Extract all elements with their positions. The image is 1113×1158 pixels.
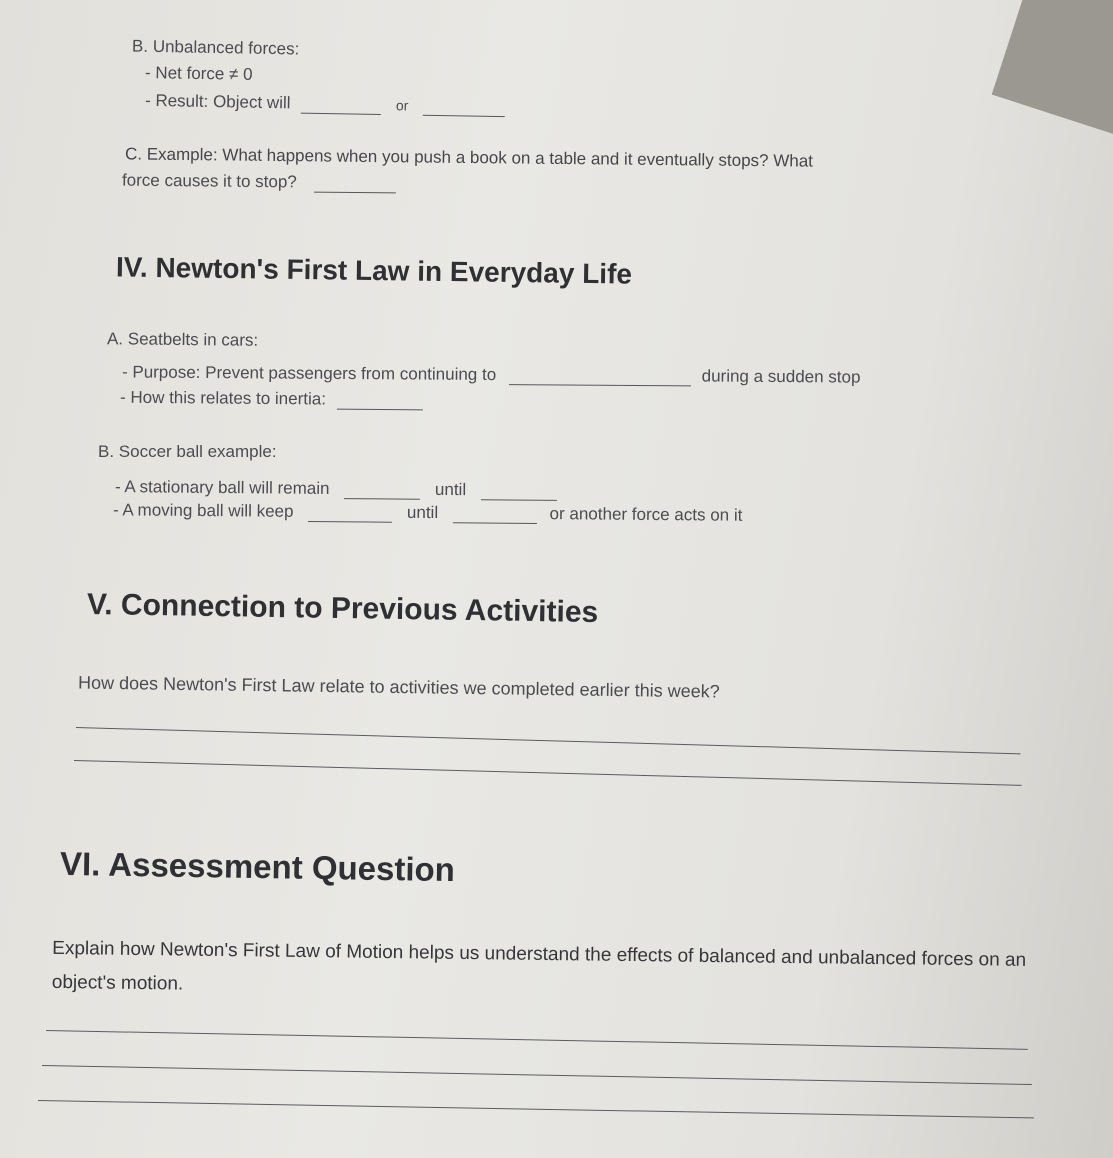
section-iv-heading: IV. Newton's First Law in Everyday Life [115,251,633,290]
result-blank-2[interactable] [423,97,505,117]
result-line [145,91,505,117]
stationary-blank-1[interactable] [344,480,420,500]
stationary-text: - A stationary ball will remain [114,477,330,498]
assessment-line-1[interactable] [46,1030,1028,1050]
assessment-line-3[interactable] [38,1100,1034,1118]
seatbelts-title: A. Seatbelts in cars: [106,329,259,350]
inertia-text: - How this relates to inertia: [119,387,327,409]
example-question-line1: C. Example: What happens when you push a book on a table and it eventually stops? What [124,144,814,171]
moving-line [113,500,743,525]
purpose-end-text: during a sudden stop [701,366,861,387]
result-blank-1[interactable] [301,95,381,115]
assessment-question: Explain how Newton's First Law of Motion helps us understand the effects of balanced and unbalanced forces on an object's motion. [51,937,1027,995]
section-v-heading: V. Connection to Previous Activities [86,587,599,630]
stationary-line [115,477,557,501]
or-label: or [395,97,409,114]
inertia-blank[interactable] [337,391,423,411]
moving-blank-1[interactable] [308,503,392,523]
example-question-text2: force causes it to stop? [121,170,297,192]
section-b-title: B. Unbalanced forces: [131,36,300,59]
example-question-line2 [122,171,396,194]
another-force-text: or another force acts on it [549,504,743,525]
assessment-line-2[interactable] [42,1065,1032,1085]
page-corner-shadow [992,0,1113,138]
result-label: - Result: Object will [144,90,291,113]
stationary-blank-2[interactable] [481,481,557,501]
until-label-1: until [434,479,467,500]
inertia-line [120,388,423,411]
moving-text: - A moving ball will keep [112,500,294,521]
moving-blank-2[interactable] [453,504,537,524]
purpose-text: - Purpose: Prevent passengers from continuing to [121,362,497,385]
stop-force-blank[interactable] [313,174,395,194]
answer-line-1[interactable] [76,727,1021,754]
purpose-blank[interactable] [509,366,691,386]
answer-line-2[interactable] [74,760,1022,786]
until-label-2: until [406,502,439,523]
connection-question: How does Newton's First Law relate to activities we completed earlier this week? [77,672,720,702]
soccer-title: B. Soccer ball example: [98,442,277,461]
net-force-line: - Net force ≠ 0 [144,63,253,84]
purpose-line [122,362,861,387]
section-vi-heading: VI. Assessment Question [59,844,456,889]
